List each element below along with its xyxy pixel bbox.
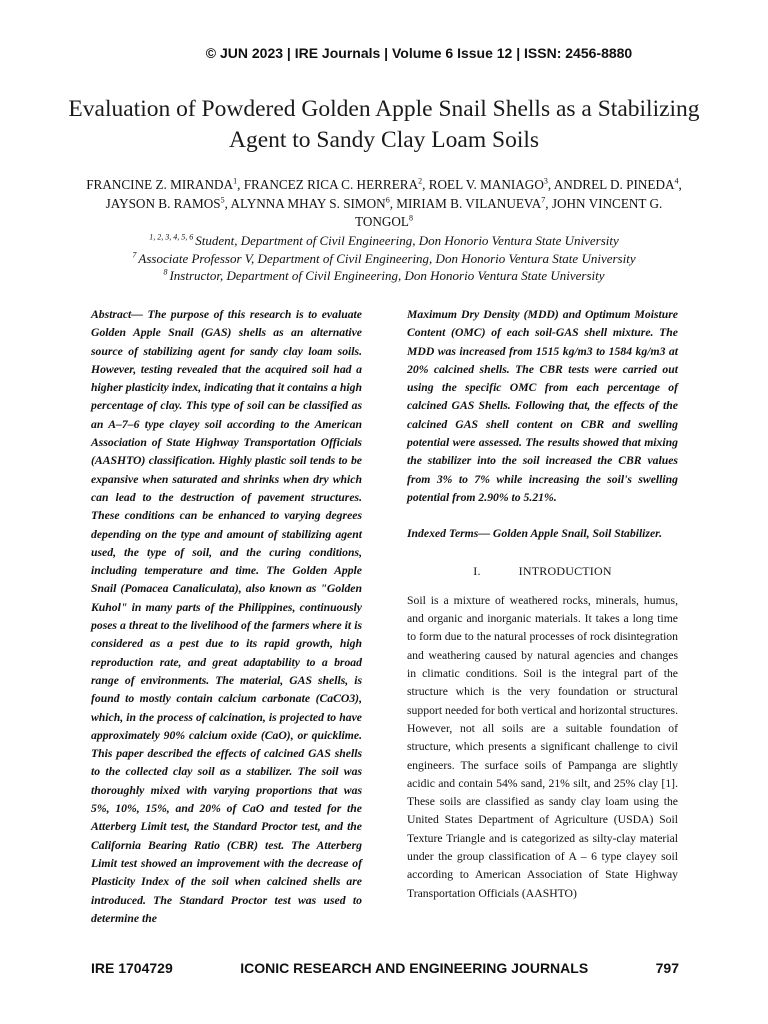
footer-paper-id: IRE 1704729 <box>91 960 173 976</box>
abstract-text: Abstract— The purpose of this research is to evaluate Golden Apple Snail (GAS) shells as an alternative source of stabilizing agent for sandy clay loam soils. However, testing revealed that the acquired soil had a higher plasticity index, indicating that it contains a high percentage of clay. This type of soil can be classified as an A–7–6 type clayey soil according to the American Association of State Highway Transportation Officials (AASHTO) classification. Highly plastic soil tends to be expansive when saturated and shrinks when dry which can lead to the destruction of pavement structures. These conditions can be enhanced to varying degrees depending on the type and amount of stabilizing agent used, the type of soil, and the curing conditions, including temperature and time. The Golden Apple Snail (Pomacea Canaliculata), also known as "Golden Kuhol" in many parts of the Philippines, continuously poses a threat to the livelihood of the farmers where it is considered as a pest due to its rapid growth, high reproduction rate, and great adaptability to a broad range of environments. The material, GAS shells, is found to mostly contain calcium carbonate (CaCO3), which, in the process of calcination, is projected to have approximately 90% calcium oxide (CaO), or quicklime. This paper described the effects of calcined GAS shells to the collected clay soil as a stabilizer. The soil was thoroughly mixed with varying proportions that was 5%, 10%, 15%, and 20% of CaO and tested for the Atterberg Limit test, the Standard Proctor test, and the California Bearing Ratio (CBR) test. The Atterberg Limit test showed an improvement with the decrease of Plasticity Index of the soil when calcined shells are introduced. The Standard Proctor test was used to determine the <box>91 308 362 925</box>
author-affiliation-mark: 7 <box>541 195 546 205</box>
left-column <box>91 306 362 928</box>
affiliation-mark: 8 <box>163 267 170 277</box>
author-name: ANDREL D. PINEDA <box>553 177 675 192</box>
affiliation-mark: 1, 2, 3, 4, 5, 6 <box>149 232 196 242</box>
paper-title: Evaluation of Powdered Golden Apple Snail Shells as a Stabilizing Agent to Sandy Clay Loam Soils <box>68 96 700 153</box>
author-affiliation-mark: 6 <box>385 195 390 205</box>
introduction-text: Soil is a mixture of weathered rocks, minerals, humus, and organic and inorganic materials. It takes a long time to form due to the natural processes of rock disintegration and weathering caused by natural agencies and changes in climatic conditions. Soil is the integral part of the structure which is the very foundation or structural support needed for both vertical and horizontal structures. However, not all soils are a suitable foundation of structure, which presents a significant challenge to civil engineers. The surface soils of Pampanga are slightly acidic and contain 54% sand, 21% silt, and 25% clay [1]. These soils are classified as sandy clay loam using the United States Department of Agriculture (USDA) Soil Texture Triangle and is categorized as silty-clay material under the group classification of A – 6 type clayey soil according to American Association of State Highway Transportation Officials (AASHTO) <box>407 593 678 900</box>
author-name: MIRIAM B. VILANUEVA <box>396 195 542 211</box>
author-name: ROEL V. MANIAGO <box>428 177 544 192</box>
author-affiliation-mark: 8 <box>408 213 413 223</box>
journal-banner: © JUN 2023 | IRE Journals | Volume 6 Issue 12 | ISSN: 2456-8880 <box>205 45 633 61</box>
author-name: JAYSON B. RAMOS <box>105 195 221 211</box>
right-column <box>407 306 678 903</box>
author-affiliation-mark: 4 <box>674 176 679 186</box>
affiliation-text: Associate Professor V, Department of Civil Engineering, Don Honorio Ventura State University <box>138 250 636 266</box>
author-name: JOHN VINCENT G. TONGOL <box>355 195 663 229</box>
affiliation-line <box>60 267 708 285</box>
author-affiliation-mark: 3 <box>543 176 548 186</box>
author-name: FRANCEZ RICA C. HERRERA <box>243 177 419 192</box>
section-heading-introduction <box>407 562 678 580</box>
indexed-terms: Indexed Terms— Golden Apple Snail, Soil Stabilizer. <box>407 527 662 541</box>
abstract-continuation: Maximum Dry Density (MDD) and Optimum Moisture Content (OMC) of each soil-GAS shell mixture. The MDD was increased from 1515 kg/m3 to 1584 kg/m3 at 20% calcined shells. The CBR tests were carried out using the specific OMC from each percentage of calcined GAS Shells. Following that, the effects of the calcined GAS shell content on CBR and swelling potential were assessed. The results showed that mixing the stabilizer into the soil increased the CBR values from 3% to 7% while increasing the soil's swelling potential from 2.90% to 5.21%. <box>407 308 678 504</box>
author-affiliation-mark: 1 <box>233 176 238 186</box>
author-name: ALYNNA MHAY S. SIMON <box>230 195 386 211</box>
author-affiliation-mark: 2 <box>418 176 423 186</box>
footer-journal-name: ICONIC RESEARCH AND ENGINEERING JOURNALS <box>240 960 589 976</box>
affiliation-line <box>60 232 708 250</box>
affiliation-list <box>60 232 708 285</box>
footer-page-number: 797 <box>655 960 679 976</box>
page-footer <box>91 960 679 976</box>
author-name: FRANCINE Z. MIRANDA <box>86 177 234 192</box>
affiliation-text: Student, Department of Civil Engineering, Don Honorio Ventura State University <box>195 233 619 248</box>
affiliation-line <box>60 250 708 268</box>
affiliation-mark: 7 <box>132 250 139 260</box>
section-numeral: I. <box>473 563 481 578</box>
author-list: FRANCINE Z. MIRANDA$^1$, FRANCEZ RICA C. HERRERA$^2$, ROEL V. MANIAGO$^3$, ANDREL D. PINEDA$^4$, JAYSON B. RAMOS$^5$, ALYNNA MHAY S. SIMON$^6$, MIRIAM B. VILANUEVA$^7$, JOHN VINCENT G. TONGOL$^8$ <box>86 176 682 229</box>
section-title: INTRODUCTION <box>518 563 612 578</box>
affiliation-text: Instructor, Department of Civil Engineering, Don Honorio Ventura State University <box>169 268 605 283</box>
author-affiliation-mark: 5 <box>220 195 225 205</box>
